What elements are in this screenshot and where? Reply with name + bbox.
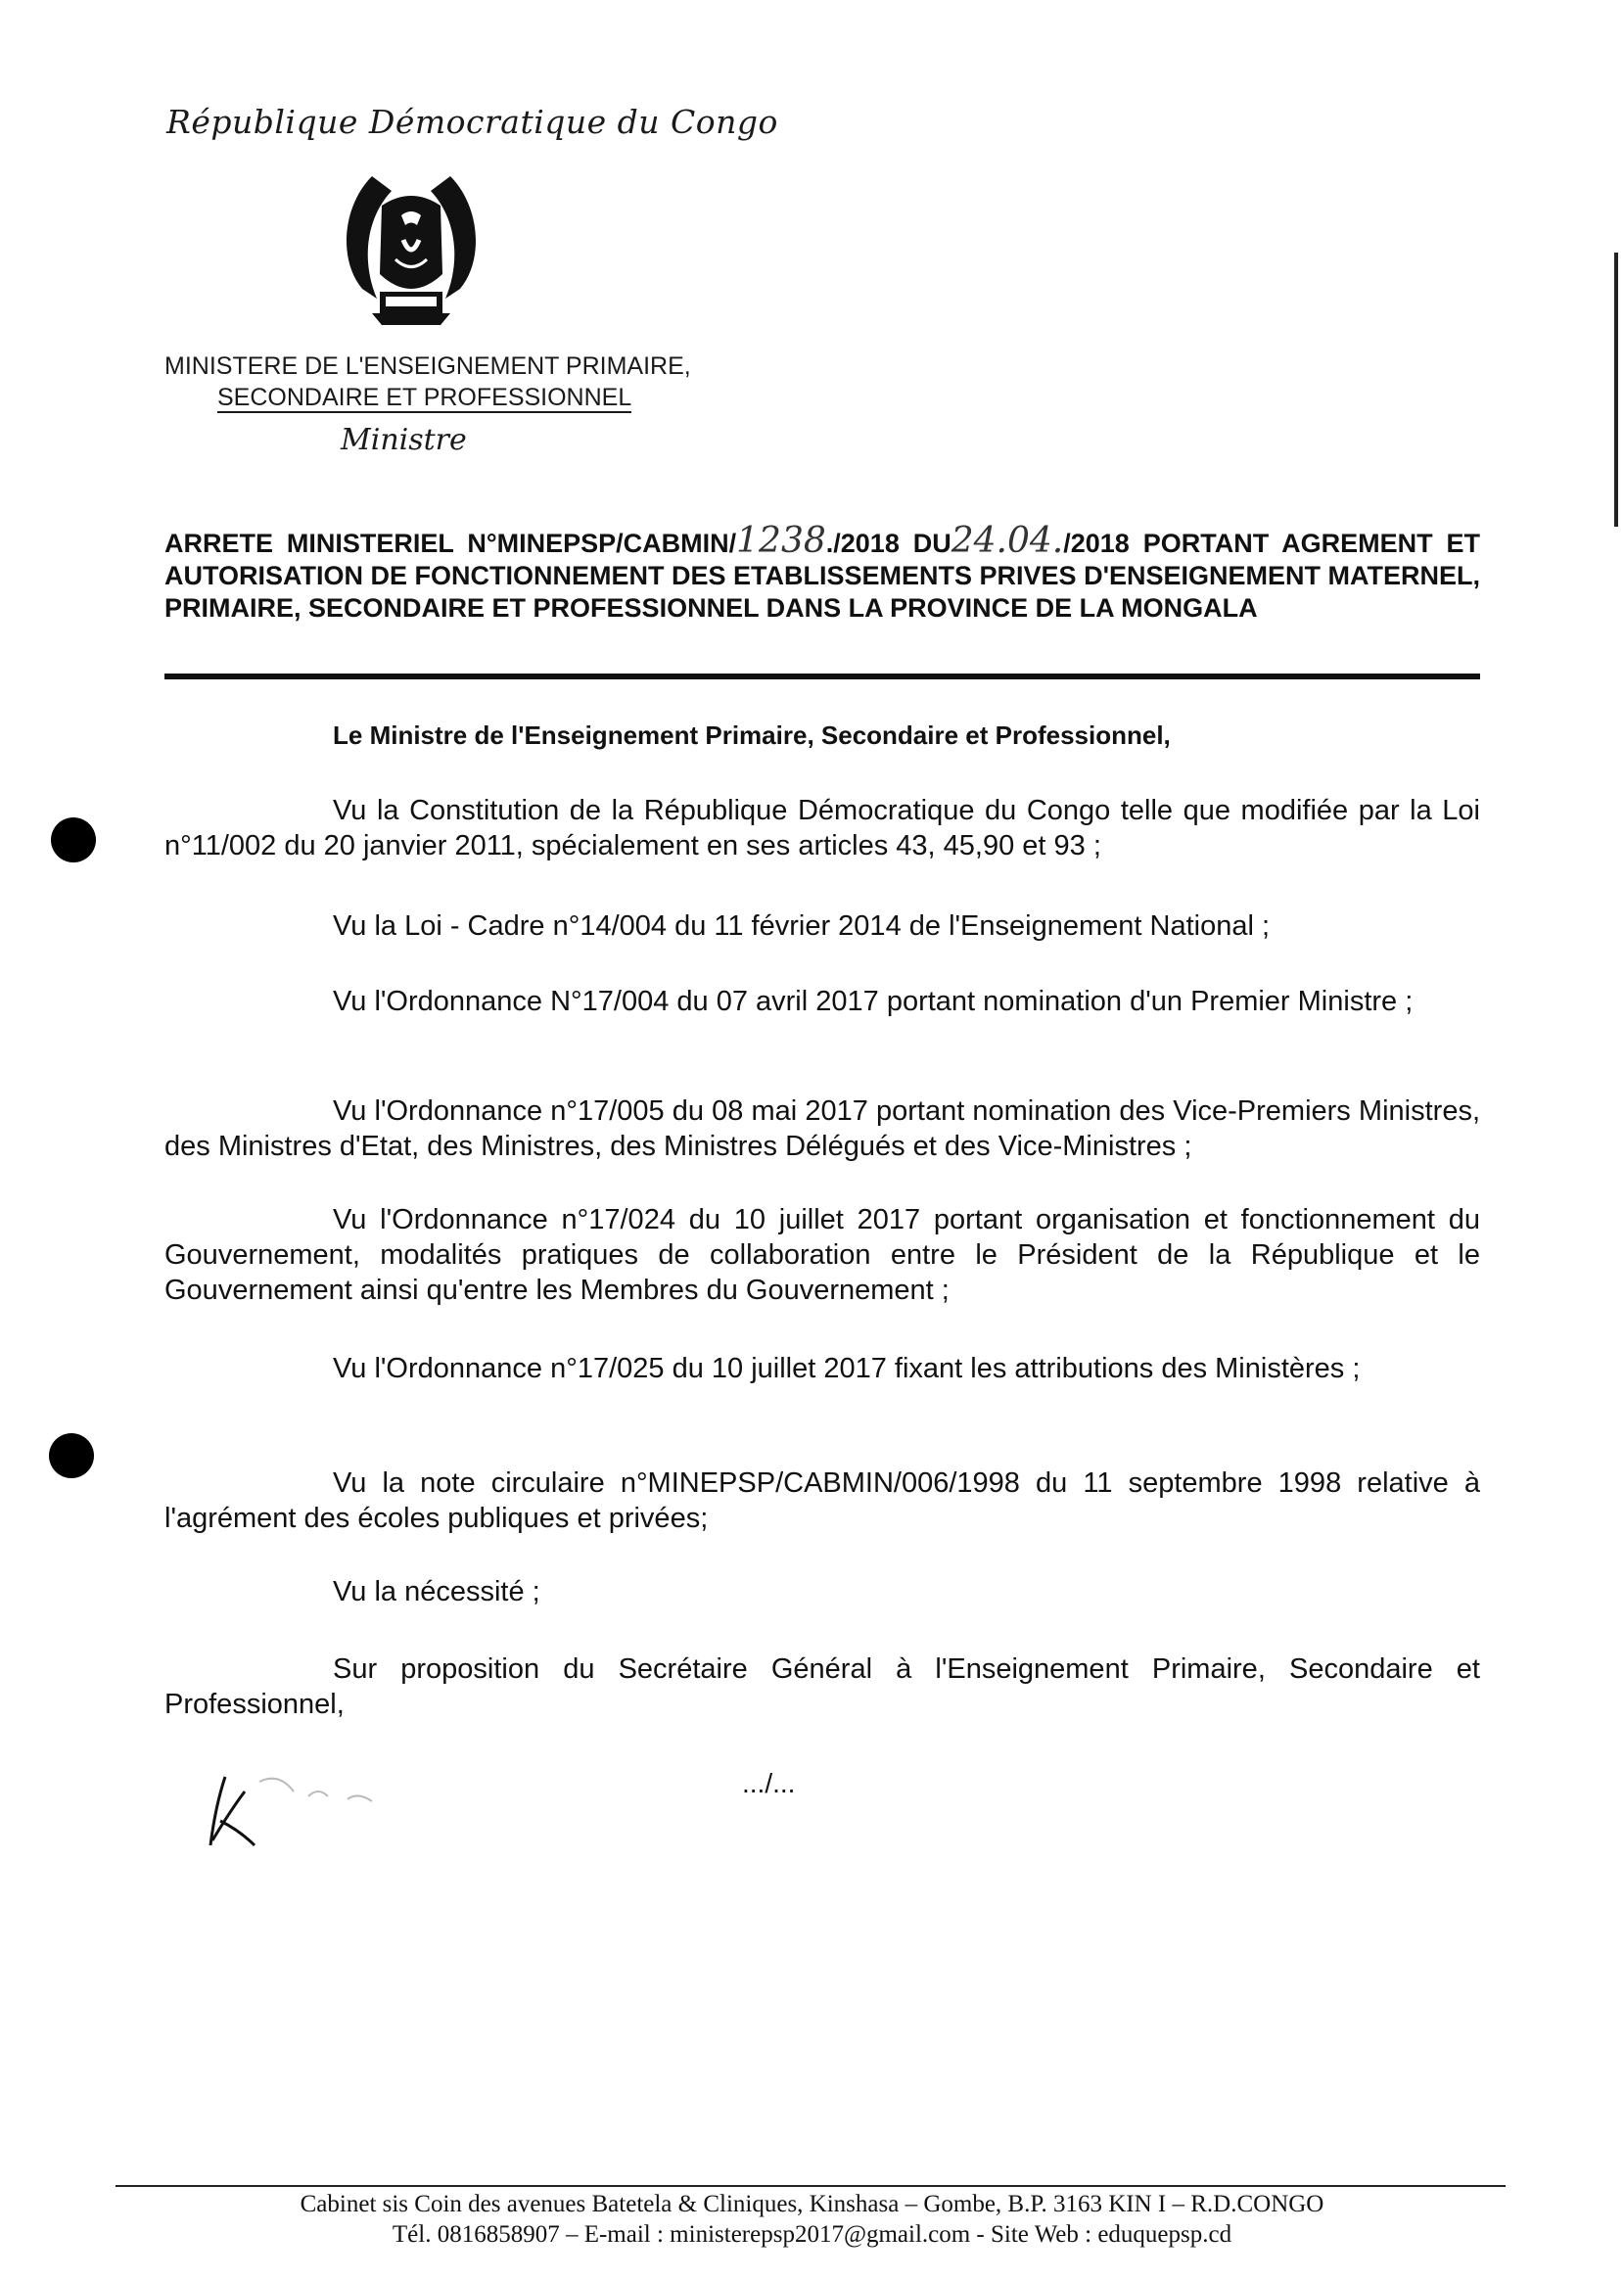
paragraph-ordonnance-attributions: Vu l'Ordonnance n°17/025 du 10 juillet 2017 fixant les attributions des Ministères ; [333,1353,1361,1384]
paragraph-note-circulaire: Vu la note circulaire n°MINEPSP/CABMIN/006/1998 du 11 septembre 1998 relative à l'agrément des écoles publiques et privées; [164,1467,1480,1534]
paragraph-loi-cadre: Vu la Loi - Cadre n°14/004 du 11 février 2014 de l'Enseignement National ; [333,910,1271,942]
paragraph-ordonnance-premier-ministre: Vu l'Ordonnance N°17/004 du 07 avril 2017 portant nomination d'un Premier Ministre ; [333,986,1414,1017]
footer-divider [116,2185,1506,2187]
ministry-line-1: MINISTERE DE L'ENSEIGNEMENT PRIMAIRE, [164,352,691,380]
coat-of-arms-emblem [333,166,489,333]
handwritten-decree-number: 1238 [736,521,826,561]
title-divider [164,674,1480,679]
continuation-mark: .../... [742,1768,796,1798]
decree-title [164,521,1481,625]
ministry-line-2: SECONDAIRE ET PROFESSIONNEL [217,384,632,411]
footer-address: Cabinet sis Coin des avenues Batetela & Cliniques, Kinshasa – Gombe, B.P. 3163 KIN I – R.D.CONGO [300,2191,1324,2217]
ministry-name [164,350,713,413]
republic-heading: République Démocratique du Congo [166,103,778,141]
footer-contact: Tél. 0816858907 – E-mail : ministerepsp2017@gmail.com - Site Web : eduquepsp.cd [392,2221,1232,2248]
paragraph-ordonnance-organisation: Vu l'Ordonnance n°17/024 du 10 juillet 2017 portant organisation et fonctionnement du Gouvernement, modalités pratiques de collaboration entre le Président de la République et le Gouvernement ainsi qu'entre les Membres du Gouvernement ; [164,1204,1480,1306]
title-part-3: /2018 PORTANT AGREMENT ET AUTORISATION DE FONCTIONNEMENT DES ETABLISSEMENTS PRIVES D'ENSEIGNEMENT MATERNEL, PRIMAIRE, SECONDAIRE ET PROFESSIONNEL DANS LA PROVINCE DE LA MONGALA [164,529,1481,623]
title-part-1: ARRETE MINISTERIEL N°MINEPSP/CABMIN/ [164,529,737,558]
ministre-label: Ministre [341,423,467,457]
paragraph-necessite: Vu la nécessité ; [333,1576,540,1607]
minister-opener: Le Ministre de l'Enseignement Primaire, Secondaire et Professionnel, [333,721,1171,750]
title-part-2: ./2018 DU [825,529,951,558]
scan-edge-mark [1614,253,1618,527]
paragraph-proposition: Sur proposition du Secrétaire Général à l'Enseignement Primaire, Secondaire et Professionnel, [164,1653,1480,1720]
handwritten-decree-date: 24.04. [951,521,1064,561]
handwritten-initial-signature [201,1752,436,1860]
punch-hole-bottom [49,1433,94,1478]
paragraph-ordonnance-vice-premiers: Vu l'Ordonnance n°17/005 du 08 mai 2017 portant nomination des Vice-Premiers Ministres, des Ministres d'Etat, des Ministres, des Ministres Délégués et des Vice-Ministres ; [164,1095,1480,1162]
footer [0,2189,1624,2250]
paragraph-constitution: Vu la Constitution de la République Démocratique du Congo telle que modifiée par la Loi n°11/002 du 20 janvier 2011, spécialement en ses articles 43, 45,90 et 93 ; [164,795,1480,861]
punch-hole-top [51,817,96,862]
